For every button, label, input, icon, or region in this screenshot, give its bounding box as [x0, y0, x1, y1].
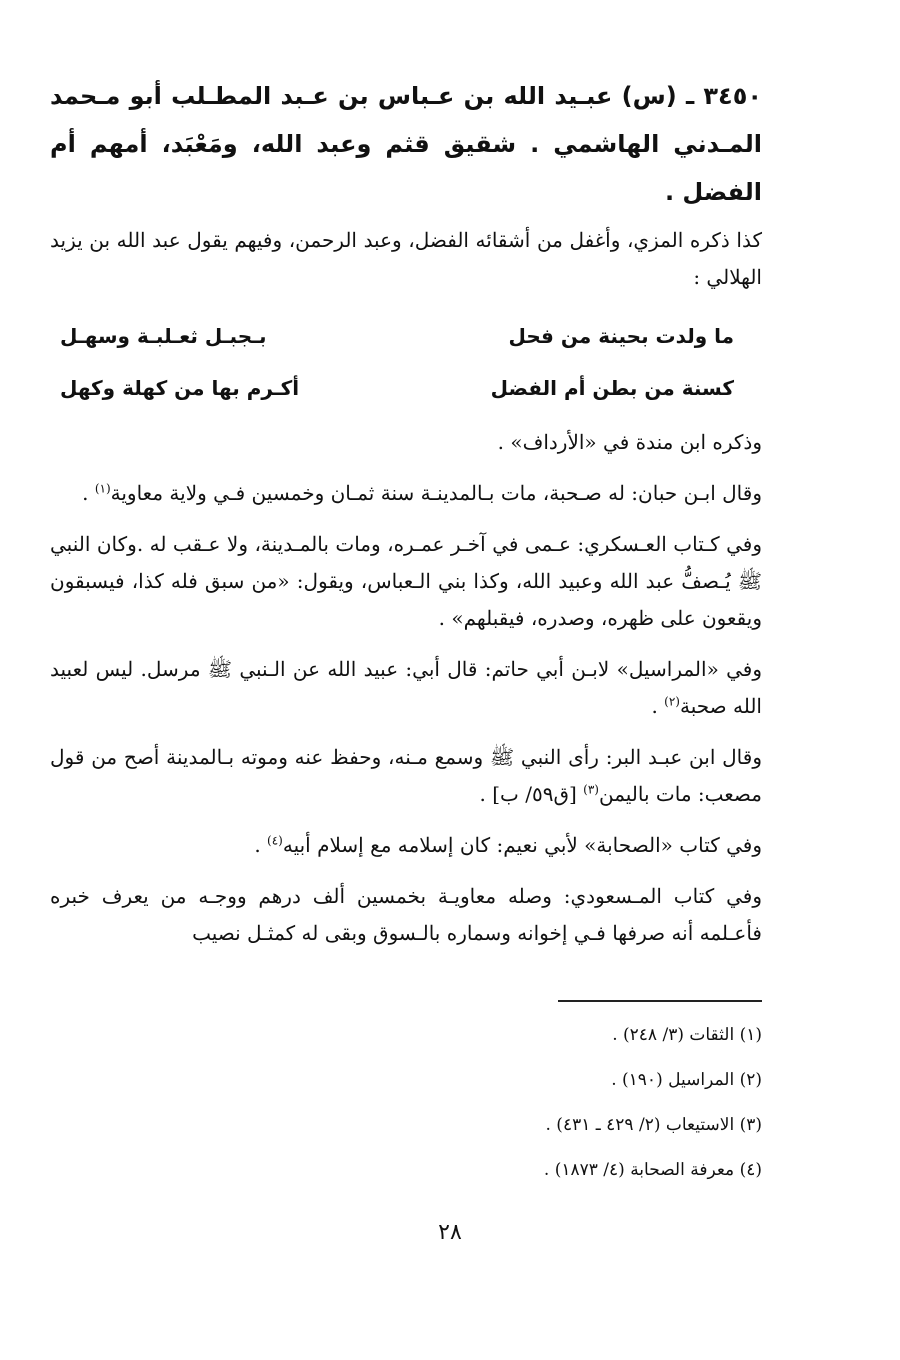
- footnote-ref: (٣): [583, 782, 599, 797]
- footnote-item: (٤) معرفة الصحابة (٤/ ١٨٧٣) .: [543, 1160, 762, 1180]
- paragraph-end: .: [651, 694, 665, 718]
- paragraph-abu-nuaym: [50, 827, 762, 864]
- entry-heading: ٣٤٥٠ ـ (س) عبـيد الله بن عـباس بن عـبد المطـلب أبو مـحمد المـدني الهاشمي . شقيق قثم وعبد الله، ومَعْبَد، أمهم أم الفضل .: [50, 82, 762, 206]
- footnote-ref: (١): [94, 481, 111, 496]
- paragraph-ibn-abd-albar: [50, 739, 762, 813]
- page-body: [50, 72, 762, 966]
- paragraph-end: [ق٥٩/ ب] .: [479, 782, 584, 806]
- paragraph-text: وفي «المراسيل» لابـن أبي حاتم: قال أبي: عبيد الله عن الـنبي ﷺ مرسل. ليس لعبيد الله صحبة: [50, 657, 762, 718]
- footnote-divider: [558, 1000, 762, 1002]
- paragraph-marasil: [50, 651, 762, 725]
- poem-verse: [50, 310, 762, 362]
- paragraph-end: .: [82, 481, 95, 505]
- page-number: ٢٨: [438, 1220, 462, 1245]
- paragraph-text: وفي كتاب «الصحابة» لأبي نعيم: كان إسلامه مع إسلام أبيه: [282, 833, 762, 857]
- paragraph-askari: وفي كـتاب العـسكري: عـمى في آخـر عمـره، ومات بالمـدينة، ولا عـقب له .وكان النبي ﷺ يُـصفُّ عبد الله وعبيد الله، وكذا بني الـعباس، ويقول: «من سبق فله كذا، فيسبقون ويقعون على ظهره، وصدره، فيقبلهم» .: [50, 532, 763, 630]
- verse-first-hemistich: كسنة من بطن أم الفضل: [490, 376, 734, 400]
- footnote-item: (٢) المراسيل (١٩٠) .: [611, 1070, 762, 1090]
- paragraph-text: وقال ابـن حبان: له صـحبة، مات بـالمدينـة سنة ثمـان وخمسين فـي ولاية معاوية: [110, 481, 762, 505]
- footnotes: [202, 1013, 762, 1193]
- paragraph-ibn-hibban: [50, 475, 762, 512]
- footnote-item: (٣) الاستيعاب (٢/ ٤٢٩ ـ ٤٣١) .: [545, 1115, 762, 1135]
- footnote-ref: (٤): [267, 833, 283, 848]
- paragraph-text: وقال ابن عبـد البر: رأى النبي ﷺ وسمع مـنه، وحفظ عنه وموته بـالمدينة أصح من قول مصعب: مات باليمن: [50, 745, 762, 806]
- entry-intro: كذا ذكره المزي، وأغفل من أشقائه الفضل، وعبد الرحمن، وفيهم يقول عبد الله بن يزيد الهلالي :: [50, 228, 762, 289]
- verse-second-hemistich: بـجبـل ثعـلبـة وسهـل: [60, 324, 267, 348]
- verse-second-hemistich: أكـرم بها من كهلة وكهل: [60, 376, 300, 400]
- paragraph-masudi: وفي كتاب المـسعودي: وصله معاويـة بخمسين ألف درهم ووجـه من يعرف خبره فأعـلمه أنه صرفها فـي إخوانه وسماره بالـسوق وبقى له كمثـل نصيب: [50, 884, 762, 945]
- poem: [50, 310, 762, 414]
- verse-first-hemistich: ما ولدت بحينة من فحل: [508, 324, 734, 348]
- poem-verse: [50, 362, 762, 414]
- footnote-ref: (٢): [664, 694, 680, 709]
- paragraph-end: .: [254, 833, 268, 857]
- footnote-item: (١) الثقات (٣/ ٢٤٨) .: [612, 1025, 762, 1045]
- paragraph-ardaf: وذكره ابن مندة في «الأرداف» .: [497, 430, 762, 454]
